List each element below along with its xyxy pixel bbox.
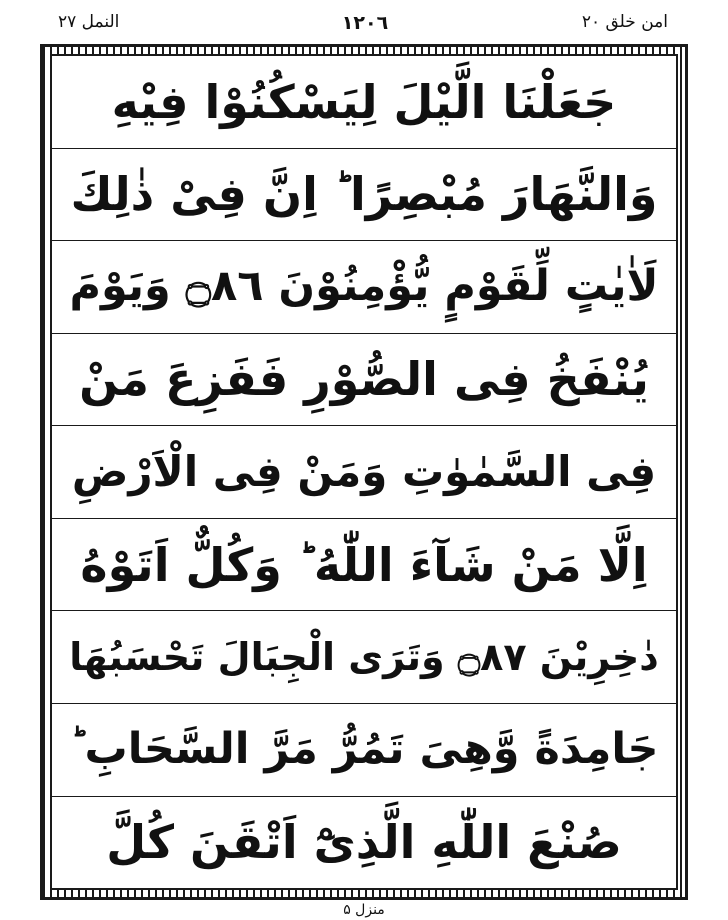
verse-line-5: فِی السَّمٰوٰتِ وَمَنْ فِی الْاَرْضِ (52, 426, 676, 519)
verse-line-7: دٰخِرِیْنَ ۝٨٧ وَتَرَی الْجِبَالَ تَحْسَبُهَا (52, 611, 676, 704)
decorative-border-frame (40, 44, 688, 900)
verse-line-8: جَامِدَةً وَّهِیَ تَمُرُّ مَرَّ السَّحَابِ ؕ (52, 704, 676, 797)
page-header (0, 0, 728, 44)
text-panel (50, 54, 678, 890)
manzil-footer: منزل ۵ (343, 902, 385, 918)
verse-line-6: اِلَّا مَنْ شَآءَ اللّٰهُ ؕ وَكُلٌّ اَتَوْهُ (52, 519, 676, 612)
juz-label: امن خلق ٢٠ (581, 12, 668, 32)
verse-line-9: صُنْعَ اللّٰهِ الَّذِیْٓ اَتْقَنَ كُلَّ (106, 815, 622, 870)
verse-line-3: لَاٰیٰتٍ لِّقَوْمٍ یُّؤْمِنُوْنَ ۝٨٦ وَیَوْمَ (52, 241, 676, 334)
verse-line-2: وَالنَّهَارَ مُبْصِرًا ؕ اِنَّ فِیْ ذٰلِكَ (52, 149, 676, 242)
verse-lines (52, 56, 676, 888)
page-number: ١٢٠٦ (341, 12, 389, 34)
verse-line-4: یُنْفَخُ فِی الصُّوْرِ فَفَزِعَ مَنْ (52, 334, 676, 427)
verse-line-1: جَعَلْنَا الَّیْلَ لِیَسْكُنُوْا فِیْهِ (52, 56, 676, 149)
surah-label: النمل ٢٧ (58, 12, 120, 32)
